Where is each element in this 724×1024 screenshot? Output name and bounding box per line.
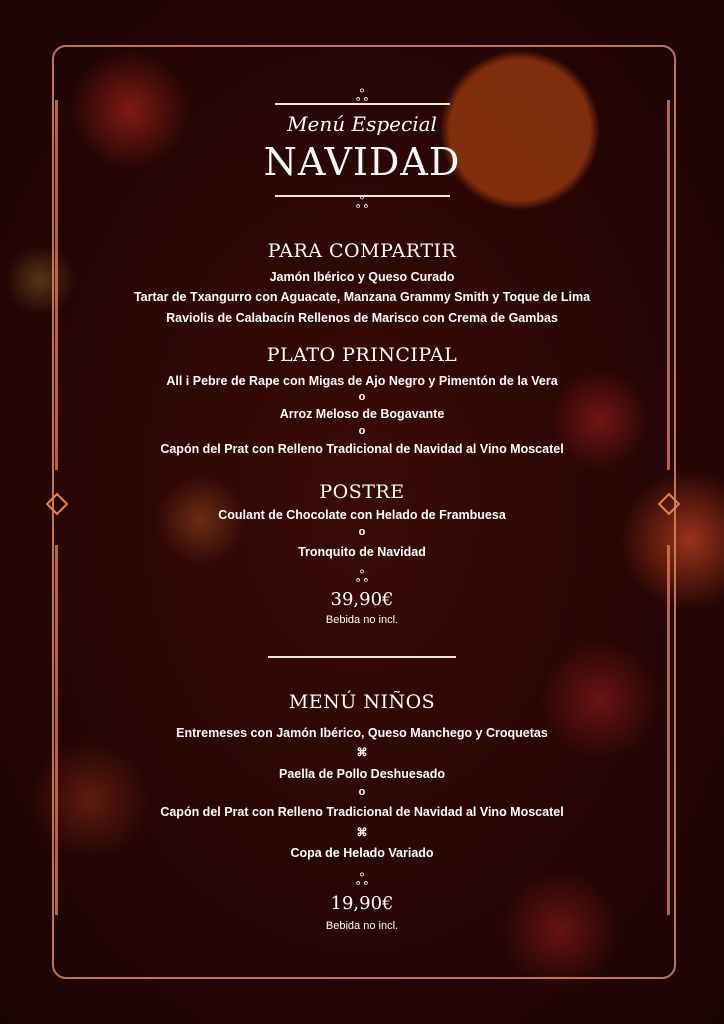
flourish-icon: ஃ [355,567,369,586]
menu-item: Copa de Helado Variado [290,846,434,860]
flourish-icon: ஃ [355,193,369,212]
section-title: PLATO PRINCIPAL [266,344,458,366]
menu-item: Raviolis de Calabacín Rellenos de Marisco con Crema de Gambas [166,311,558,325]
menu-title: NAVIDAD [263,140,461,184]
price: 19,90€ [330,893,394,914]
section-title: MENÚ NIÑOS [288,691,436,713]
menu-item: Arroz Meloso de Bogavante [279,407,445,421]
section-title: POSTRE [319,481,405,503]
flourish-icon: ஃ [355,870,369,889]
price-note: Bebida no incl. [325,920,399,932]
separator: o [358,425,366,437]
menu-item: Capón del Prat con Relleno Tradicional de Navidad al Vino Moscatel [160,442,564,456]
menu-item: Entremeses con Jamón Ibérico, Queso Manchego y Croquetas [176,726,548,740]
menu-item: Coulant de Chocolate con Helado de Frambuesa [218,508,506,522]
flourish-icon: ஃ [355,86,369,105]
separator: ⌘ [356,827,368,839]
separator: ⌘ [356,747,368,759]
menu-subtitle: Menú Especial [287,112,437,136]
separator: o [358,526,366,538]
menu-item: Paella de Pollo Deshuesado [278,767,446,781]
menu-item: All i Pebre de Rape con Migas de Ajo Negro y Pimentón de la Vera [166,374,558,388]
menu-item: Tartar de Txangurro con Aguacate, Manzana Grammy Smith y Toque de Lima [133,290,591,304]
separator: o [358,786,366,798]
price-note: Bebida no incl. [325,614,399,626]
section-title: PARA COMPARTIR [267,240,457,262]
menu-item: Capón del Prat con Relleno Tradicional de Navidad al Vino Moscatel [160,805,564,819]
separator: o [358,391,366,403]
menu-item: Tronquito de Navidad [298,545,426,559]
divider [268,656,456,658]
price: 39,90€ [330,589,394,610]
menu-item: Jamón Ibérico y Queso Curado [269,270,455,284]
